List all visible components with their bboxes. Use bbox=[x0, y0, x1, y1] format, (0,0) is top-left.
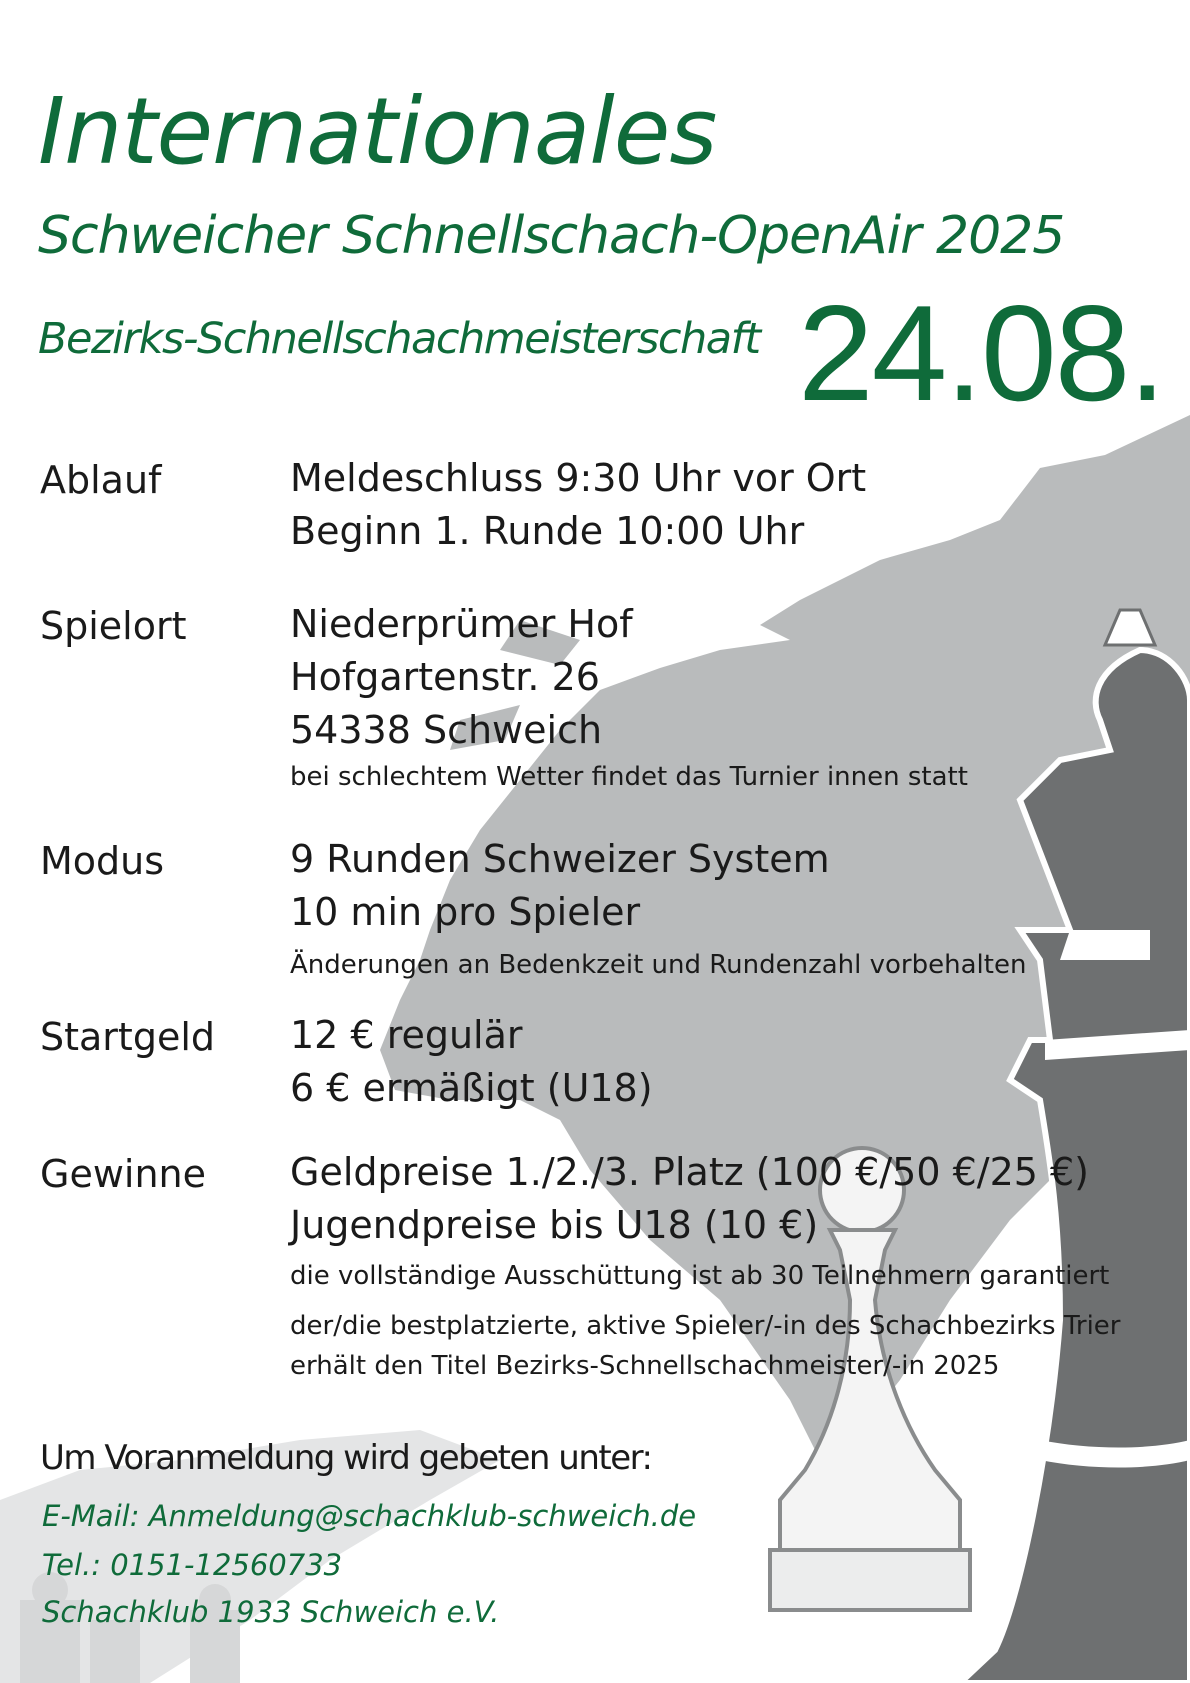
modus-line: 9 Runden Schweizer System bbox=[290, 837, 830, 881]
prize-note: erhält den Titel Bezirks-Schnellschachmeister/-in 2025 bbox=[290, 1351, 1000, 1381]
page-title: Internationales bbox=[38, 78, 717, 185]
event-date: 24.08. bbox=[798, 277, 1165, 429]
modus-note: Änderungen an Bedenkzeit und Rundenzahl vorbehalten bbox=[290, 950, 1027, 980]
section-label: Startgeld bbox=[40, 1015, 216, 1059]
section-label: Gewinne bbox=[40, 1152, 207, 1196]
ablauf-line: Meldeschluss 9:30 Uhr vor Ort bbox=[290, 456, 867, 500]
prize-note: die vollständige Ausschüttung ist ab 30 Teilnehmern garantiert bbox=[290, 1261, 1110, 1291]
venue-city: 54338 Schweich bbox=[290, 708, 603, 752]
section-label: Spielort bbox=[40, 604, 187, 648]
venue-street: Hofgartenstr. 26 bbox=[290, 655, 600, 699]
club-name: Schachklub 1933 Schweich e.V. bbox=[42, 1595, 500, 1629]
email-link[interactable]: E-Mail: Anmeldung@schachklub-schweich.de bbox=[42, 1499, 697, 1533]
venue-note: bei schlechtem Wetter findet das Turnier innen statt bbox=[290, 762, 968, 792]
modus-line: 10 min pro Spieler bbox=[290, 890, 641, 934]
ablauf-line: Beginn 1. Runde 10:00 Uhr bbox=[290, 509, 805, 553]
section-label: Ablauf bbox=[40, 458, 162, 502]
fee-reduced: 6 € ermäßigt (U18) bbox=[290, 1066, 653, 1110]
venue-name: Niederprümer Hof bbox=[290, 602, 633, 646]
championship-title: Bezirks-Schnellschachmeisterschaft bbox=[38, 314, 760, 364]
phone-number[interactable]: Tel.: 0151-12560733 bbox=[42, 1548, 343, 1582]
fee-regular: 12 € regulär bbox=[290, 1013, 523, 1057]
prize-youth: Jugendpreise bis U18 (10 €) bbox=[290, 1203, 819, 1247]
section-label: Modus bbox=[40, 839, 165, 883]
prize-money: Geldpreise 1./2./3. Platz (100 €/50 €/25 €) bbox=[290, 1150, 1090, 1194]
event-subtitle: Schweicher Schnellschach-OpenAir 2025 bbox=[38, 206, 1065, 266]
prize-note: der/die bestplatzierte, aktive Spieler/-in des Schachbezirks Trier bbox=[290, 1311, 1121, 1341]
registration-prompt: Um Voranmeldung wird gebeten unter: bbox=[40, 1438, 652, 1478]
